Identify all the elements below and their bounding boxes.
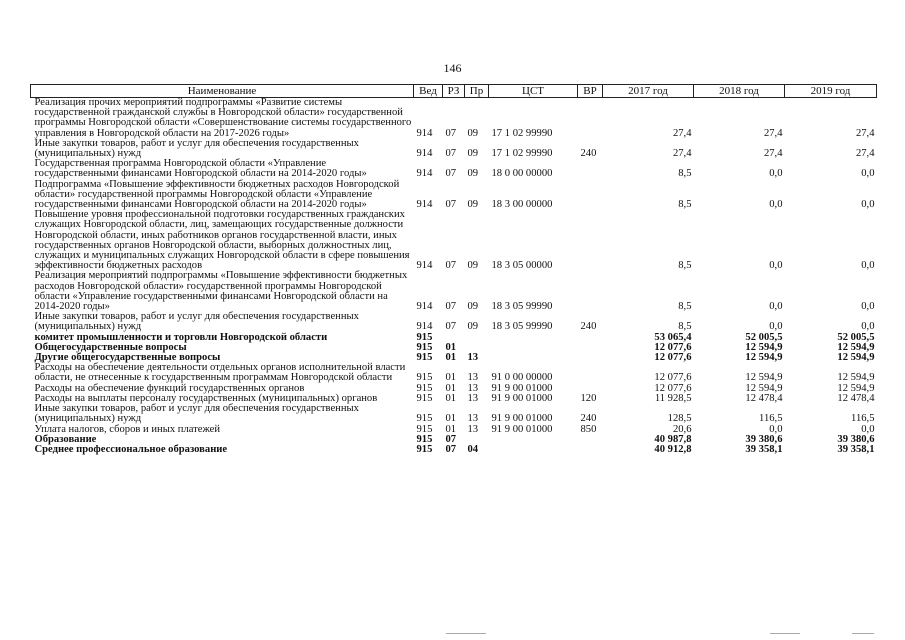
row-rz: 07 — [445, 301, 457, 313]
row-cst: 18 3 05 00000 — [491, 260, 553, 272]
row-name: Реализация прочих мероприятий подпрограммы «Развитие системы государственной гражданской службы в Новгородской области» государственной программы Новгородской области «Совершенствование системы государственного управления в Новгородской области на 2017-2026 годы» — [34, 97, 412, 139]
row-name: Общегосударственные вопросы — [34, 341, 187, 353]
row-value-2018: 27,4 — [763, 148, 783, 160]
table-row — [31, 363, 877, 383]
row-value-2018: 52 005,5 — [745, 331, 783, 343]
row-value-2018: 12 594,9 — [745, 382, 783, 394]
row-vr — [578, 210, 603, 271]
row-rz: 01 — [445, 372, 457, 384]
row-pr: 09 — [467, 127, 479, 139]
row-ved: 914 — [416, 199, 433, 211]
row-name: Другие общегосударственные вопросы — [34, 352, 221, 364]
row-value-2019: 0,0 — [861, 260, 875, 272]
table-row — [31, 271, 877, 312]
row-cst: 18 3 05 99990 — [491, 301, 553, 313]
row-value-2019: 27,4 — [855, 148, 875, 160]
row-pr: 09 — [467, 199, 479, 211]
row-pr: 04 — [467, 443, 479, 455]
row-ved: 914 — [416, 127, 433, 139]
row-ved: 914 — [416, 168, 433, 180]
row-vr — [578, 180, 603, 211]
row-rz: 07 — [445, 199, 457, 211]
row-ved: 915 — [416, 382, 433, 394]
row-ved: 915 — [416, 341, 433, 353]
row-pr: 13 — [467, 352, 479, 364]
row-value-2017: 27,4 — [672, 148, 692, 160]
row-ved: 915 — [416, 392, 433, 404]
row-cst — [489, 343, 578, 353]
row-value-2017: 12 077,6 — [654, 382, 692, 394]
row-value-2017: 8,5 — [678, 301, 692, 313]
table-row — [31, 312, 877, 332]
row-rz: 01 — [445, 423, 457, 435]
row-cst: 18 3 05 99990 — [491, 321, 553, 333]
row-value-2019: 12 594,9 — [837, 372, 875, 384]
row-cst: 18 3 00 00000 — [491, 199, 553, 211]
row-value-2019: 27,4 — [855, 127, 875, 139]
header-2017: 2017 год — [603, 85, 694, 98]
table-row — [31, 445, 877, 455]
row-ved: 915 — [416, 372, 433, 384]
row-cst — [489, 333, 578, 343]
row-value-2018: 0,0 — [769, 423, 783, 435]
row-ved: 915 — [416, 331, 433, 343]
table-row — [31, 404, 877, 424]
row-value-2018: 0,0 — [769, 260, 783, 272]
header-2018: 2018 год — [694, 85, 785, 98]
cropped-next-line-fragment — [770, 633, 800, 637]
row-value-2018: 12 478,4 — [745, 392, 783, 404]
row-cst: 91 9 00 01000 — [491, 382, 553, 394]
table-body — [31, 98, 877, 456]
budget-table — [30, 84, 877, 455]
row-value-2018: 0,0 — [769, 199, 783, 211]
row-rz: 07 — [445, 148, 457, 160]
row-vr — [578, 445, 603, 455]
row-name: Образование — [34, 433, 97, 445]
row-value-2019: 116,5 — [851, 413, 875, 425]
row-value-2017: 27,4 — [672, 127, 692, 139]
row-value-2017: 20,6 — [672, 423, 692, 435]
row-name: Государственная программа Новгородской области «Управление государственными финансами Новгородской области на 2014-2020 годы» — [34, 158, 367, 180]
row-vr: 120 — [580, 392, 597, 404]
row-ved: 915 — [416, 443, 433, 455]
row-rz: 07 — [445, 443, 457, 455]
row-ved: 914 — [416, 321, 433, 333]
header-rz: РЗ — [443, 85, 465, 98]
page-number: 146 — [443, 61, 462, 75]
row-value-2019: 39 358,1 — [837, 443, 875, 455]
row-value-2018: 0,0 — [769, 321, 783, 333]
table-row — [31, 98, 877, 139]
row-value-2017: 8,5 — [678, 321, 692, 333]
row-name: Расходы на выплаты персоналу государственных (муниципальных) органов — [34, 392, 378, 404]
table-row — [31, 139, 877, 159]
row-value-2019: 12 478,4 — [837, 392, 875, 404]
row-name: Иные закупки товаров, работ и услуг для обеспечения государственных (муниципальных) нужд — [34, 311, 359, 333]
row-value-2018: 12 594,9 — [745, 341, 783, 353]
row-vr — [578, 363, 603, 383]
row-ved: 915 — [416, 413, 433, 425]
row-rz: 01 — [445, 382, 457, 394]
row-name: Уплата налогов, сборов и иных платежей — [34, 423, 221, 435]
row-cst — [489, 353, 578, 363]
row-name: Подпрограмма «Повышение эффективности бюджетных расходов Новгородской области» государственной программы Новгородской области «Управление государственными финансами Новгородской области на 2014-2020 годы» — [34, 178, 400, 211]
row-value-2019: 52 005,5 — [837, 331, 875, 343]
row-vr — [578, 343, 603, 353]
row-value-2018: 27,4 — [763, 127, 783, 139]
row-ved: 914 — [416, 301, 433, 313]
row-value-2017: 8,5 — [678, 260, 692, 272]
row-value-2017: 8,5 — [678, 168, 692, 180]
row-cst: 18 0 00 00000 — [491, 168, 553, 180]
row-value-2019: 39 380,6 — [837, 433, 875, 445]
row-vr: 240 — [580, 413, 597, 425]
row-value-2017: 11 928,5 — [654, 392, 692, 404]
cropped-next-line-fragment — [446, 633, 486, 637]
row-ved: 915 — [416, 352, 433, 364]
row-value-2017: 12 077,6 — [654, 372, 692, 384]
row-value-2017: 8,5 — [678, 199, 692, 211]
row-ved: 915 — [416, 423, 433, 435]
row-vr — [578, 159, 603, 179]
table-row — [31, 180, 877, 211]
row-value-2019: 0,0 — [861, 199, 875, 211]
row-pr: 13 — [467, 392, 479, 404]
row-value-2019: 12 594,9 — [837, 382, 875, 394]
row-vr: 850 — [580, 423, 597, 435]
header-ved: Вед — [414, 85, 443, 98]
cropped-next-line-fragment — [852, 633, 874, 637]
table-row — [31, 210, 877, 271]
row-name: комитет промышленности и торговли Новгородской области — [34, 331, 328, 343]
row-vr — [578, 271, 603, 312]
row-value-2019: 0,0 — [861, 321, 875, 333]
row-value-2018: 12 594,9 — [745, 372, 783, 384]
row-value-2018: 0,0 — [769, 301, 783, 313]
row-cst — [489, 435, 578, 445]
row-pr — [465, 333, 489, 343]
row-name: Расходы на обеспечение функций государственных органов — [34, 382, 305, 394]
row-value-2017: 53 065,4 — [654, 331, 692, 343]
row-cst: 91 0 00 00000 — [491, 372, 553, 384]
row-pr: 09 — [467, 301, 479, 313]
row-vr — [578, 353, 603, 363]
row-cst: 91 9 00 01000 — [491, 392, 553, 404]
row-cst: 91 9 00 01000 — [491, 423, 553, 435]
row-value-2019: 0,0 — [861, 423, 875, 435]
row-pr: 09 — [467, 148, 479, 160]
row-rz: 07 — [445, 433, 457, 445]
row-value-2017: 40 987,8 — [654, 433, 692, 445]
row-value-2017: 128,5 — [667, 413, 692, 425]
row-rz: 01 — [445, 341, 457, 353]
row-cst: 91 9 00 01000 — [491, 413, 553, 425]
row-pr: 09 — [467, 321, 479, 333]
header-name: Наименование — [31, 85, 414, 98]
row-name: Иные закупки товаров, работ и услуг для обеспечения государственных (муниципальных) нужд — [34, 403, 359, 425]
row-name: Реализация мероприятий подпрограммы «Повышение эффективности бюджетных расходов Новгородской области» государственной программы Новгородской области «Управление государственными финансами Новгородской области на 2014-2020 годы» — [34, 270, 408, 313]
table-header-row — [31, 85, 877, 98]
row-pr: 13 — [467, 413, 479, 425]
row-rz: 01 — [445, 413, 457, 425]
row-vr — [578, 98, 603, 139]
header-2019: 2019 год — [785, 85, 877, 98]
row-rz: 07 — [445, 168, 457, 180]
row-rz: 07 — [445, 127, 457, 139]
row-value-2019: 12 594,9 — [837, 341, 875, 353]
row-value-2017: 12 077,6 — [654, 341, 692, 353]
row-ved: 914 — [416, 148, 433, 160]
row-pr: 13 — [467, 372, 479, 384]
row-cst — [489, 445, 578, 455]
header-pr: Пр — [465, 85, 489, 98]
row-value-2018: 0,0 — [769, 168, 783, 180]
row-value-2018: 116,5 — [759, 413, 783, 425]
row-cst: 17 1 02 99990 — [491, 148, 553, 160]
row-name: Среднее профессиональное образование — [34, 443, 228, 455]
row-value-2019: 12 594,9 — [837, 352, 875, 364]
row-value-2017: 12 077,6 — [654, 352, 692, 364]
row-pr: 13 — [467, 423, 479, 435]
row-value-2018: 39 358,1 — [745, 443, 783, 455]
row-rz: 01 — [445, 392, 457, 404]
row-name: Иные закупки товаров, работ и услуг для обеспечения государственных (муниципальных) нужд — [34, 137, 359, 160]
row-vr — [578, 333, 603, 343]
row-ved: 915 — [416, 433, 433, 445]
row-value-2019: 0,0 — [861, 301, 875, 313]
row-pr: 13 — [467, 382, 479, 394]
header-vr: ВР — [578, 85, 603, 98]
row-value-2019: 0,0 — [861, 168, 875, 180]
row-vr — [578, 435, 603, 445]
row-value-2017: 40 912,8 — [654, 443, 692, 455]
row-value-2018: 39 380,6 — [745, 433, 783, 445]
row-rz: 07 — [445, 260, 457, 272]
row-rz: 01 — [445, 352, 457, 364]
row-name: Повышение уровня профессиональной подготовки государственных гражданских служащих Новгородской области, лиц, замещающих государственные должности Новгородской области, иных работников органов государственной власти, иных государственных органов Новгородской области, выборных должностных лиц, служащих и муниципальных служащих Новгородской области в сфере повышения эффективности бюджетных расходов — [34, 209, 410, 272]
row-rz: 07 — [445, 321, 457, 333]
row-cst: 17 1 02 99990 — [491, 127, 553, 139]
row-vr: 240 — [580, 148, 597, 160]
table-row — [31, 159, 877, 179]
row-ved: 914 — [416, 260, 433, 272]
header-cst: ЦСТ — [489, 85, 578, 98]
row-vr: 240 — [580, 321, 597, 333]
row-name: Расходы на обеспечение деятельности отдельных органов исполнительной власти области, не отнесенные к государственным программам Новгородской области — [34, 362, 406, 384]
row-pr: 09 — [467, 168, 479, 180]
row-pr: 09 — [467, 260, 479, 272]
row-value-2018: 12 594,9 — [745, 352, 783, 364]
